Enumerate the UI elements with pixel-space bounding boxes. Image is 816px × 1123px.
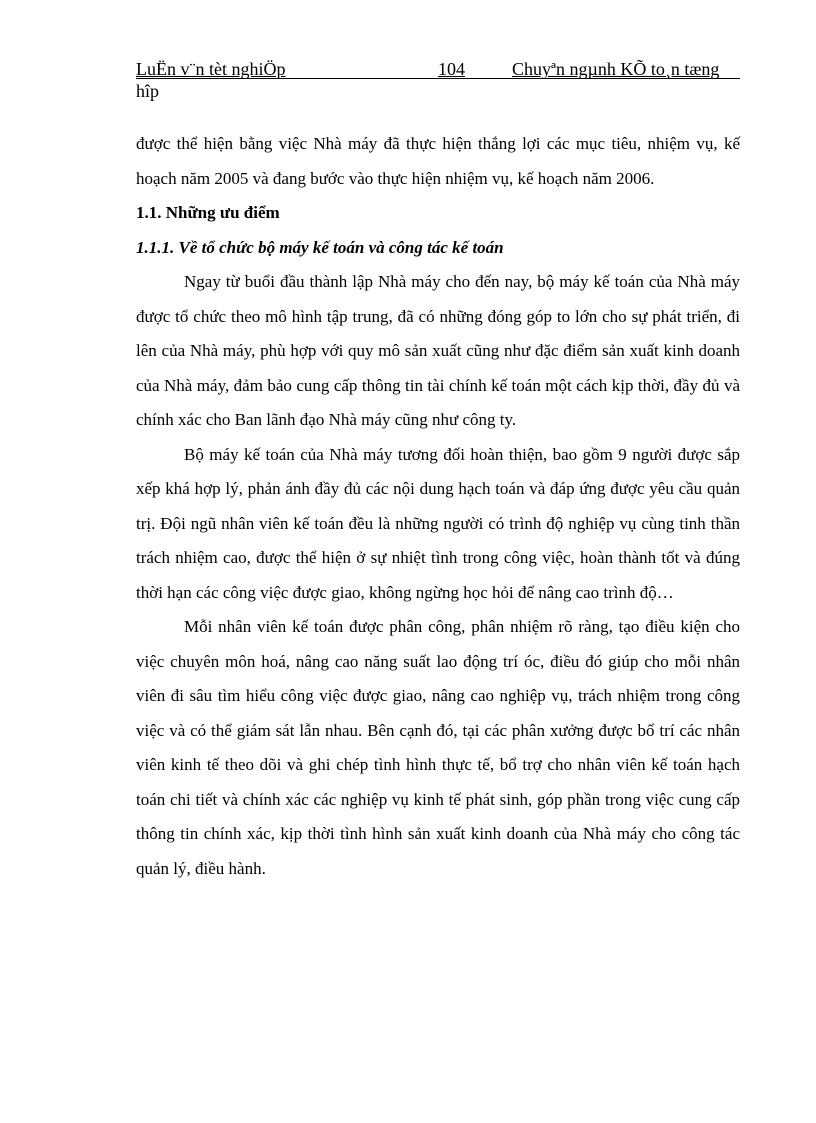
page-header — [136, 54, 740, 104]
header-thesis-title: LuËn v¨n tèt nghiÖp — [136, 59, 286, 79]
header-page-number: 104 — [438, 59, 465, 79]
document-page — [136, 54, 740, 886]
paragraph: Ngay từ buổi đầu thành lập Nhà máy cho đến nay, bộ máy kế toán của Nhà máy được tổ chức theo mô hình tập trung, đã có những đóng góp to lớn cho sự phát triển, đi lên của Nhà máy, phù hợp với quy mô sản xuất cũng như đặc điểm sản xuất kinh doanh của Nhà máy, đảm bảo cung cấp thông tin tài chính kế toán một cách kịp thời, đầy đủ và chính xác cho Ban lãnh đạo Nhà máy cũng như công ty. — [136, 272, 740, 429]
section-heading: 1.1. Những ưu điểm — [136, 203, 280, 222]
subsection-heading: 1.1.1. Về tổ chức bộ máy kế toán và công tác kế toán — [136, 237, 504, 257]
header-major: Chuyªn ngµnh KÕ to¸n tæng — [512, 59, 720, 79]
header-major-continued: hîp — [136, 81, 160, 101]
paragraph: Bộ máy kế toán của Nhà máy tương đối hoàn thiện, bao gồm 9 người được sắp xếp khá hợp lý, phản ánh đầy đủ các nội dung hạch toán và đáp ứng được yêu cầu quản trị. Đội ngũ nhân viên kế toán đều là những người có trình độ nghiệp vụ cùng tinh thần trách nhiệm cao, được thể hiện ở sự nhiệt tình trong công việc, hoàn thành tốt và đúng thời hạn các công việc được giao, không ngừng học hỏi để nâng cao trình độ… — [136, 444, 740, 602]
document-body — [136, 127, 740, 886]
header-row — [136, 54, 740, 79]
paragraph-continuation: được thể hiện bằng việc Nhà máy đã thực hiện thắng lợi các mục tiêu, nhiệm vụ, kế hoạch năm 2005 và đang bước vào thực hiện nhiệm vụ, kế hoạch năm 2006. — [136, 134, 740, 188]
paragraph: Mỗi nhân viên kế toán được phân công, phân nhiệm rõ ràng, tạo điều kiện cho việc chuyên môn hoá, nâng cao năng suất lao động trí óc, điều đó giúp cho mỗi nhân viên đi sâu tìm hiểu công việc được giao, nâng cao nghiệp vụ, trách nhiệm trong công việc và có thể giám sát lẫn nhau. Bên cạnh đó, tại các phân xưởng được bố trí các nhân viên kinh tế theo dõi và ghi chép tình hình thực tế, bổ trợ cho nhân viên kế toán hạch toán chi tiết và chính xác các nghiệp vụ kinh tế phát sinh, góp phần trong việc cung cấp thông tin chính xác, kịp thời tình hình sản xuất kinh doanh của Nhà máy cho công tác quản lý, điều hành. — [136, 617, 740, 878]
